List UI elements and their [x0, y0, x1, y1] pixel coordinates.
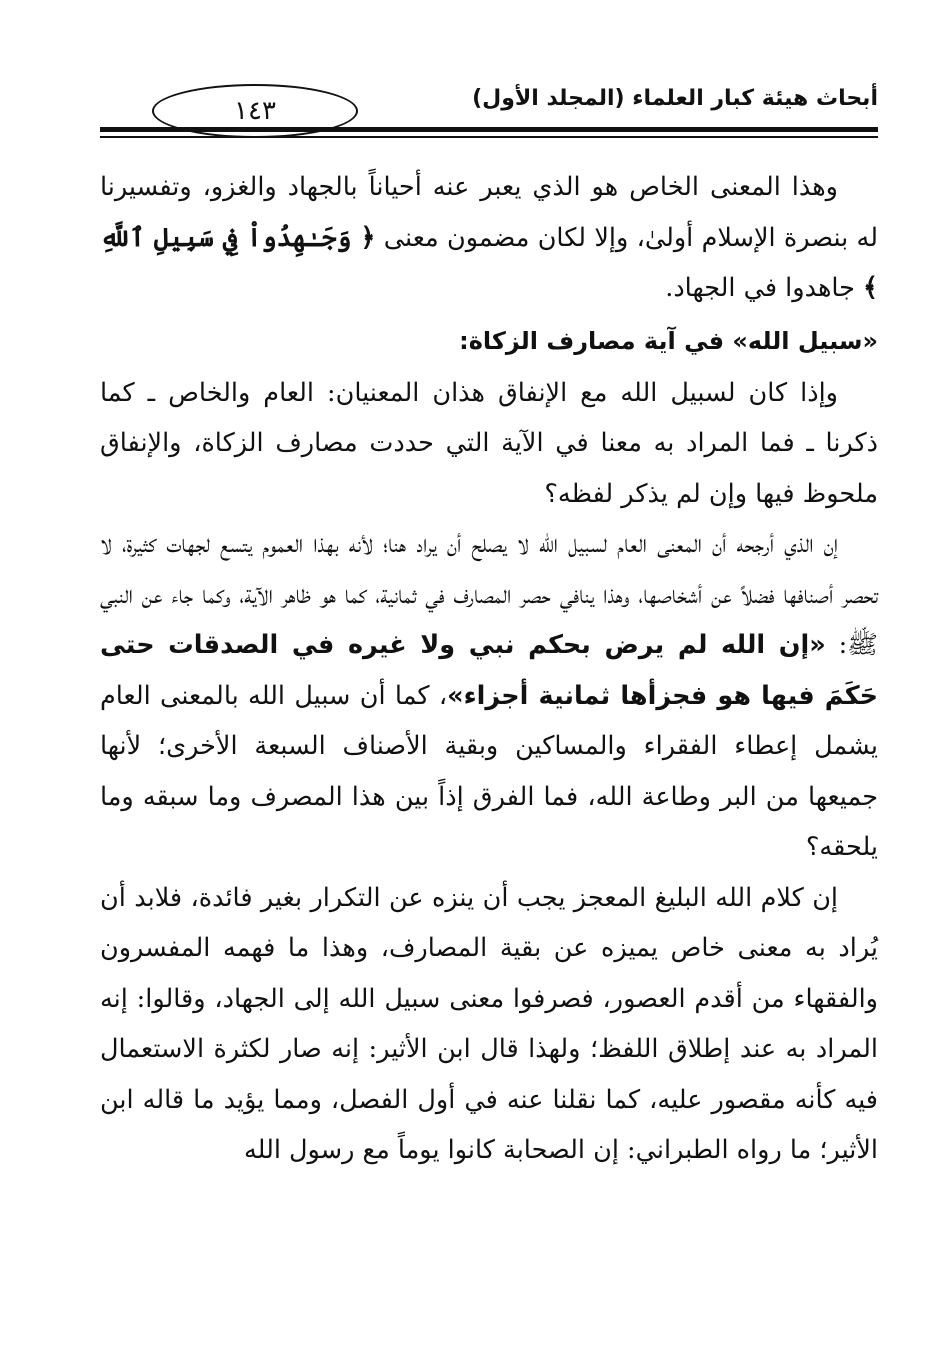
paragraph-3-before: إن الذي أرجحه أن المعنى العام لسبيل الله لا يصلح أن يراد هنا؛ لأنه بهذا العموم يتسع لجهات كثيرة، لا تحصر أصنافها فضلاً عن أشخاصها، وهذا ينافي حصر المصارف في ثمانية، كما هو ظاهر الآية، وكما جاء عن النبي ﷺ:: [100, 529, 878, 660]
paragraph-1: [100, 162, 878, 314]
paragraph-1-before: وهذا المعنى الخاص هو الذي يعبر عنه أحياناً بالجهاد والغزو، وتفسيرنا له بنصرة الإسلام أولىٰ، وإلا لكان مضمون معنى: [100, 172, 878, 253]
paragraph-3: [100, 519, 878, 873]
page-number: ١٤٣: [234, 96, 276, 126]
paragraph-4: إن كلام الله البليغ المعجز يجب أن ينزه عن التكرار بغير فائدة، فلابد أن يُراد به معنى خاص يميزه عن بقية المصارف، وهذا ما فهمه المفسرون والفقهاء من أقدم العصور، فصرفوا معنى سبيل الله إلى الجهاد، وقالوا: إنه المراد به عند إطلاق اللفظ؛ ولهذا قال ابن الأثير: إنه صار لكثرة الاستعمال فيه كأنه مقصور عليه، كما نقلنا عنه في أول الفصل، ومما يؤيد ما قاله ابن الأثير؛ ما رواه الطبراني: إن الصحابة كانوا يوماً مع رسول الله: [100, 882, 878, 1165]
paragraph-3-after: ، كما أن سبيل الله بالمعنى العام يشمل إعطاء الفقراء والمساكين وبقية الأصناف السبعة الأخرى؛ لأنها جميعها من البر وطاعة الله، فما الفرق إذاً بين هذا المصرف وما سبقه وما يلحقه؟: [100, 680, 878, 862]
section-heading: «سبيل الله» في آية مصارف الزكاة:: [459, 326, 878, 355]
main-text: [100, 162, 878, 1176]
running-title: أبحاث هيئة كبار العلماء (المجلد الأول): [472, 86, 878, 111]
paragraph-2: وإذا كان لسبيل الله مع الإنفاق هذان المعنيان: العام والخاص ـ كما ذكرنا ـ فما المراد به معنا في الآية التي حددت مصارف الزكاة، والإنفاق ملحوظ فيها وإن لم يذكر لفظه؟: [100, 377, 878, 509]
header-rule-thin: [100, 136, 878, 138]
hadith-quote: «إن الله لم يرض بحكم نبي ولا غيره في الصدقات حتى حَكَمَ فيها هو فجزأها ثمانية أجزاء»: [100, 630, 878, 711]
paragraph-1-after: جاهدوا في الجهاد.: [665, 273, 864, 303]
header-rule-thick: [100, 127, 878, 132]
page-header: [100, 70, 878, 150]
quran-quote: ﴿ وَجَـٰهِدُواْ فِي سَبِيلِ ٱللَّهِ ﴾: [100, 222, 878, 303]
